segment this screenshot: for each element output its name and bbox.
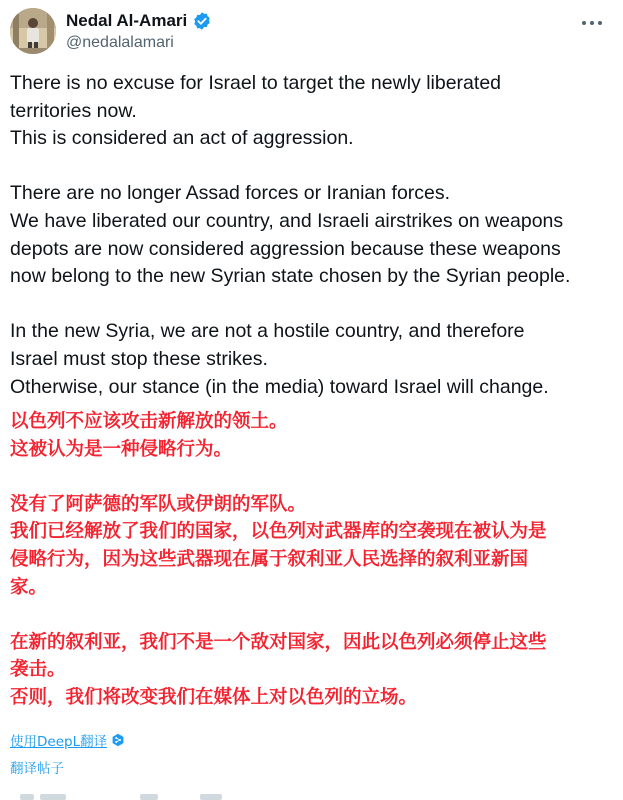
translation-line: 以色列不应该攻击新解放的领土。 bbox=[10, 411, 288, 432]
text-line: There are no longer Assad forces or Iranian forces. bbox=[10, 182, 451, 205]
text-line: depots are now considered aggression because these weapons bbox=[10, 237, 561, 260]
translation-line: 否则，我们将改变我们在媒体上对以色列的立场。 bbox=[10, 686, 418, 708]
translate-post-link[interactable]: 翻译帖子 bbox=[10, 761, 64, 777]
more-horizontal-icon bbox=[582, 21, 586, 25]
post-text-english bbox=[10, 70, 615, 401]
text-line: Israel must stop these strikes. bbox=[10, 347, 268, 370]
author-display-name[interactable]: Nedal Al-Amari bbox=[66, 11, 188, 30]
deepl-translate-link[interactable] bbox=[10, 730, 125, 750]
translation-line: 家。 bbox=[10, 576, 48, 598]
text-line: Otherwise, our stance (in the media) toward Israel will change. bbox=[10, 375, 549, 398]
deepl-icon bbox=[111, 733, 125, 747]
translation-line: 这被认为是一种侵略行为。 bbox=[10, 438, 233, 460]
text-line: territories now. bbox=[10, 99, 137, 122]
post-text-translation bbox=[10, 408, 615, 712]
text-line: now belong to the new Syrian state chosen by the Syrian people. bbox=[10, 265, 571, 288]
text-line: In the new Syria, we are not a hostile country, and therefore bbox=[10, 320, 525, 343]
more-options-button[interactable] bbox=[579, 12, 605, 34]
text-line: We have liberated our country, and Israeli airstrikes on weapons bbox=[10, 209, 564, 232]
avatar[interactable] bbox=[10, 8, 56, 54]
translation-line: 在新的叙利亚，我们不是一个敌对国家，因此以色列必须停止这些 bbox=[10, 631, 547, 653]
post-header bbox=[10, 8, 613, 56]
author-handle[interactable]: @nedalalamari bbox=[66, 34, 174, 51]
deepl-link-label: 使用DeepL翻译 bbox=[10, 734, 108, 750]
translation-line: 侵略行为，因为这些武器现在属于叙利亚人民选择的叙利亚新国 bbox=[10, 548, 529, 570]
text-line: There is no excuse for Israel to target the newly liberated bbox=[10, 72, 502, 94]
text-line: This is considered an act of aggression. bbox=[10, 127, 354, 150]
cutoff-content bbox=[10, 792, 250, 800]
translation-line: 没有了阿萨德的军队或伊朗的军队。 bbox=[10, 493, 307, 515]
translation-line: 我们已经解放了我们的国家，以色列对武器库的空袭现在被认为是 bbox=[10, 521, 547, 543]
name-row bbox=[66, 10, 212, 32]
profile-photo bbox=[10, 8, 56, 54]
translation-line: 袭击。 bbox=[10, 659, 66, 681]
verified-badge-icon bbox=[192, 11, 212, 31]
